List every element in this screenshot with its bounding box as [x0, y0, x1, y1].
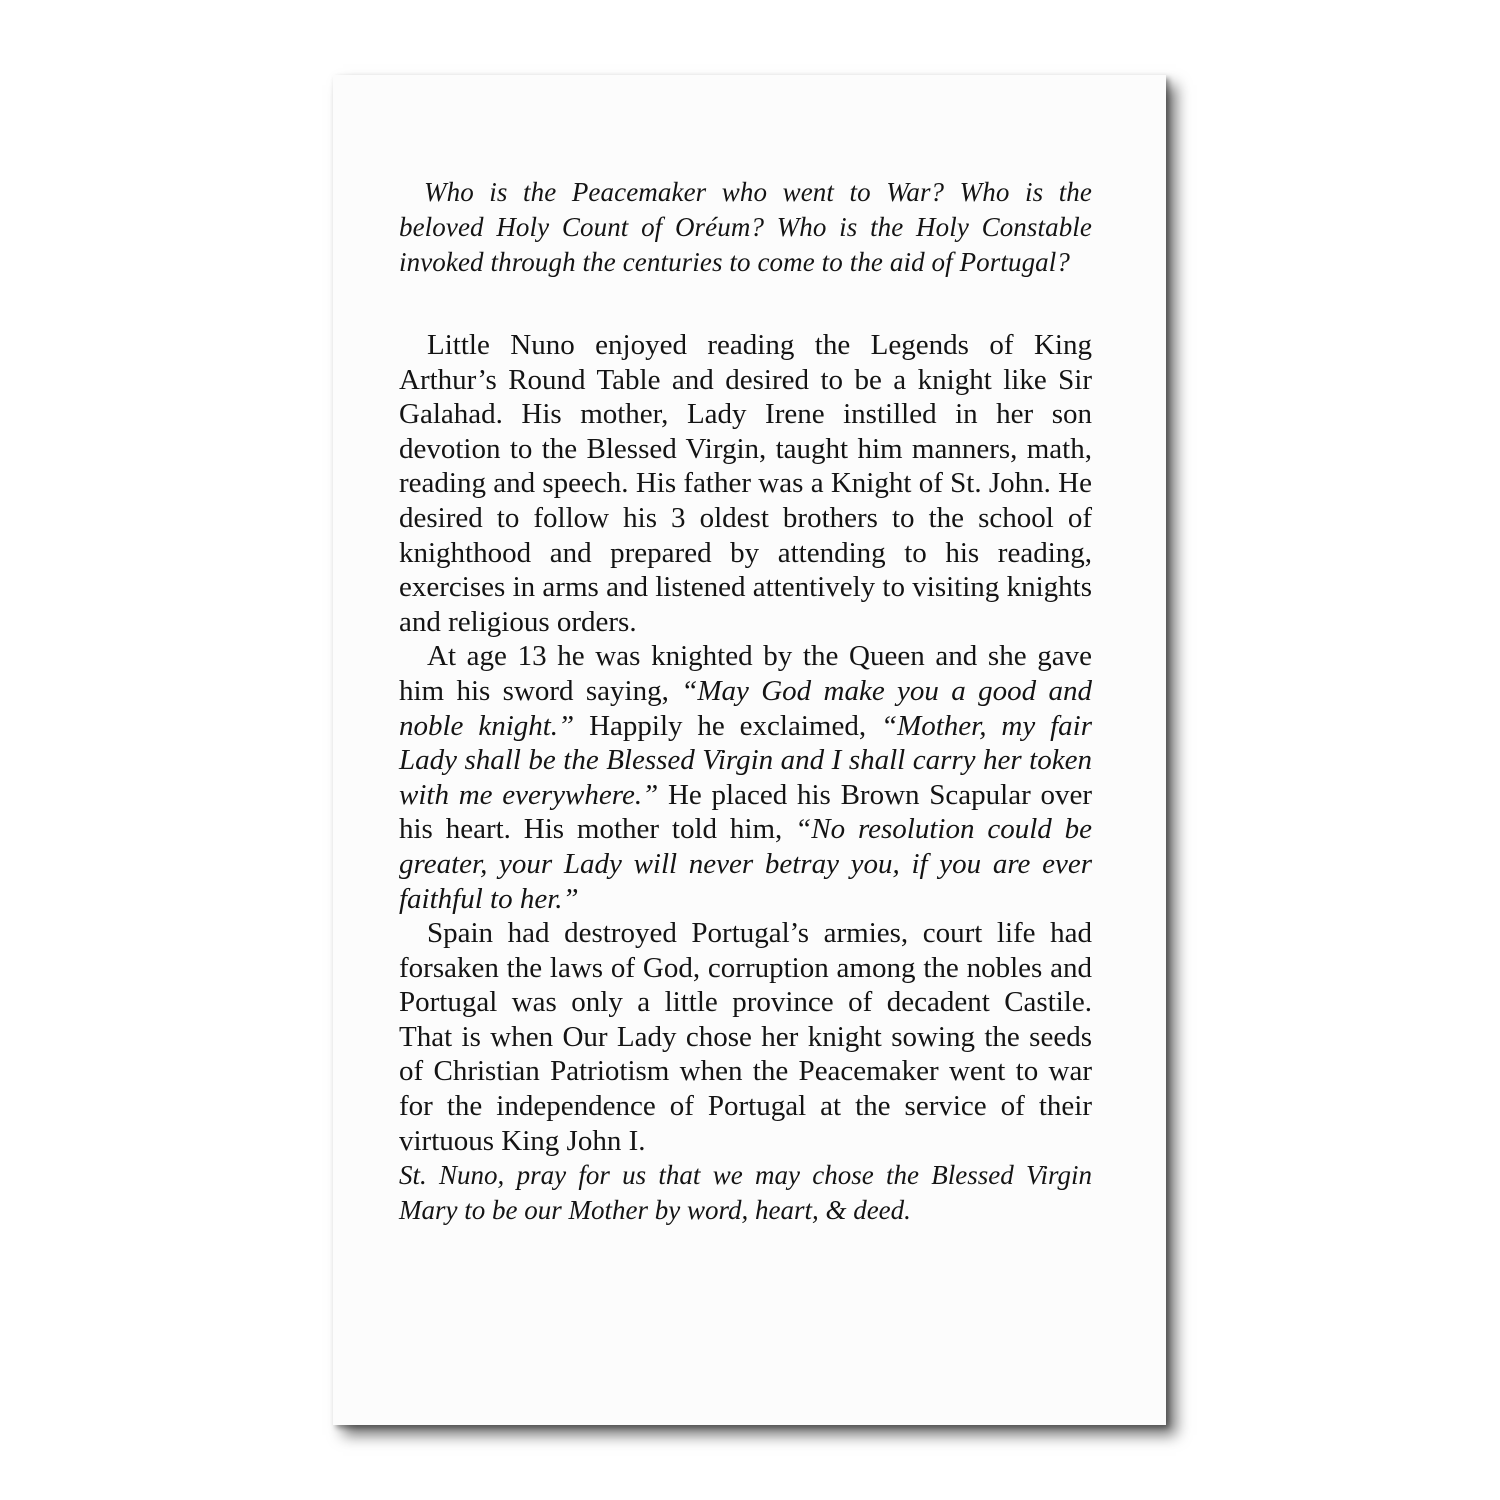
paragraph-childhood: Little Nuno enjoyed reading the Legends of King Arthur’s Round Table and desired to be a knight like Sir Galahad. His mother, Lady Irene instilled in her son devotion to the Blessed Virgin, taught him manners, math, reading and speech. His father was a Knight of St. John. He desired to follow his 3 oldest brothers to the school of knighthood and prepared by attending to his reading, exercises in arms and listened attentively to visiting knights and religious orders.	[399, 329, 1092, 638]
paragraph-knighted	[399, 639, 1092, 916]
paragraph-knighted-text-3: He placed his Brown Scapular over his heart. His mother told him,	[399, 778, 1093, 846]
queen-quote: “May God make you a good and noble knight.”	[399, 674, 1092, 742]
prayer-card	[333, 75, 1166, 1425]
paragraph-portugal: Spain had destroyed Portugal’s armies, court life had forsaken the laws of God, corruption among the nobles and Portugal was only a little province of decadent Castile. That is when Our Lady chose her knight sowing the seeds of Christian Patriotism when the Peacemaker went to war for the independence of Portugal at the service of their virtuous King John I.	[399, 917, 1092, 1157]
card-text	[399, 175, 1092, 1228]
paragraph-knighted-text-2: Happily he exclaimed,	[574, 709, 881, 742]
mother-quote: “No resolution could be greater, your Lady will never betray you, if you are ever faithful to her.”	[399, 813, 1092, 915]
nuno-quote: “Mother, my fair Lady shall be the Blessed Virgin and I shall carry her token with me everywhere.”	[399, 709, 1092, 811]
intro-questions: Who is the Peacemaker who went to War? Who is the beloved Holy Count of Oréum? Who is the Holy Constable invoked through the centuries to come to the aid of Portugal?	[399, 177, 1092, 277]
closing-prayer: St. Nuno, pray for us that we may chose the Blessed Virgin Mary to be our Mother by word, heart, & deed.	[399, 1160, 1092, 1226]
paragraph-knighted-text-1: At age 13 he was knighted by the Queen and she gave him his sword saying,	[399, 640, 1092, 707]
